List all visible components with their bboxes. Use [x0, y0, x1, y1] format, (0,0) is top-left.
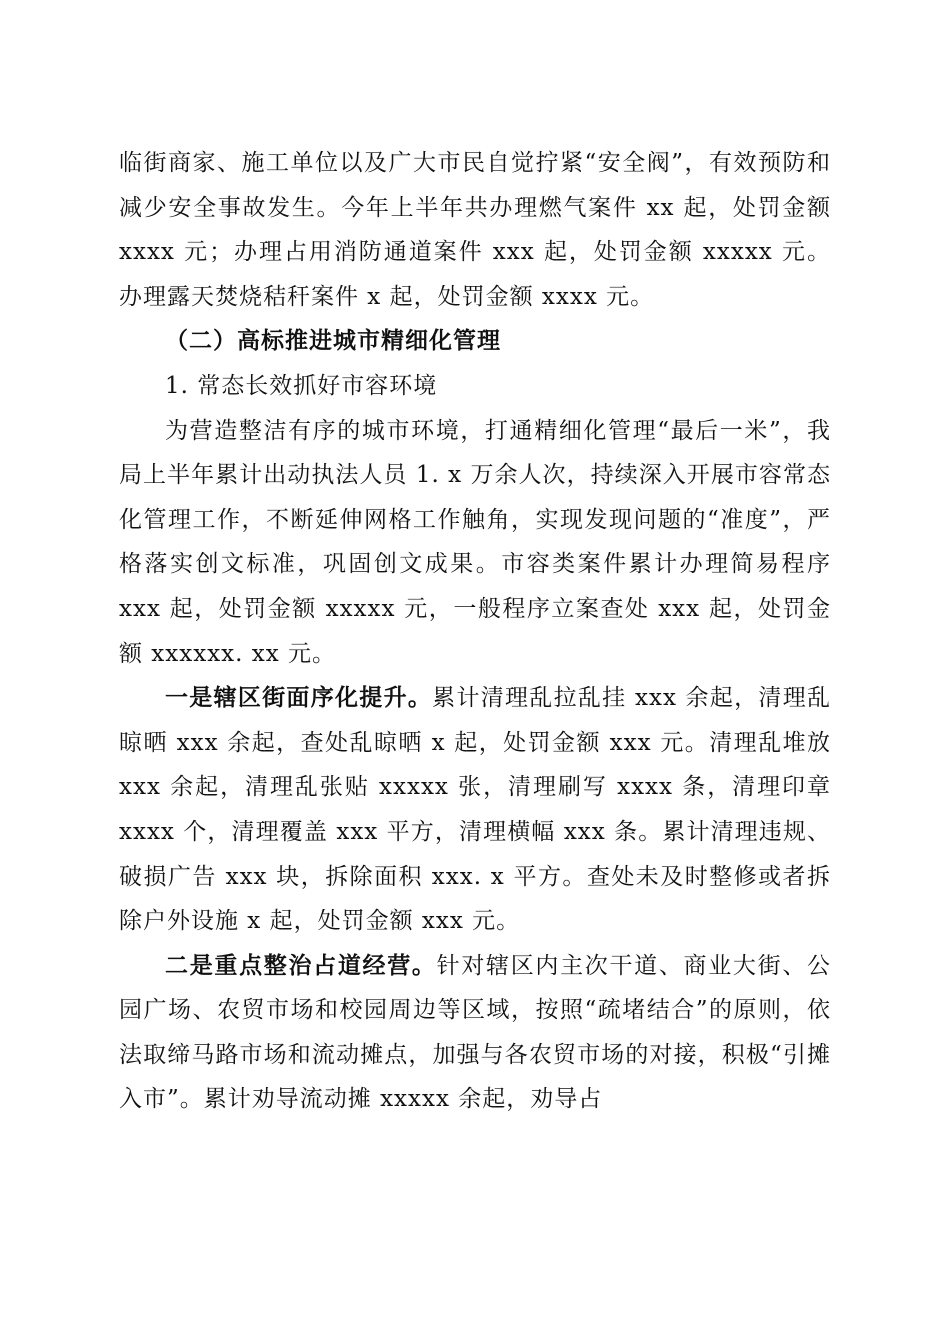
- document-body: [119, 141, 831, 1122]
- paragraph-body-street-order: 累计清理乱拉乱挂 xxx 余起，清理乱晾晒 xxx 余起，查处乱晾晒 x 起，处罚金额 xxx 元。清理乱堆放 xxx 余起，清理乱张贴 xxxxx 张，清理刷写 xxxx 条，清理印章 xxxx 个，清理覆盖 xxx 平方，清理横幅 xxx 条。累计清理违规、破损广告 xxx 块，拆除面积 xxx. x 平方。查处未及时整修或者拆除户外设施 x 起，处罚金额 xxx 元。: [119, 685, 831, 935]
- paragraph-body-road-occupation: 针对辖区内主次干道、商业大街、公园广场、农贸市场和校园周边等区域，按照“疏堵结合”的原则，依法取缔马路市场和流动摊点，加强与各农贸市场的对接，积极“引摊入市”。累计劝导流动摊 xxxxx 余起，劝导占: [119, 952, 832, 1113]
- paragraph-city-environment: 为营造整洁有序的城市环境，打通精细化管理“最后一米”，我局上半年累计出动执法人员 1. x 万余人次，持续深入开展市容常态化管理工作，不断延伸网格工作触角，实现发现问题的“准度”，严格落实创文标准，巩固创文成果。市容类案件累计办理简易程序 xxx 起，处罚金额 xxxxx 元，一般程序立案查处 xxx 起，处罚金额 xxxxxx. xx 元。: [119, 417, 831, 667]
- paragraph-road-occupation: [119, 944, 831, 1122]
- paragraph-street-order: [119, 676, 831, 944]
- subsection-heading-city-appearance: 1. 常态长效抓好市容环境: [165, 372, 438, 399]
- section-heading-urban-management: （二）高标推进城市精细化管理: [165, 327, 501, 355]
- paragraph-safety-cases: 临街商家、施工单位以及广大市民自觉拧紧“安全阀”，有效预防和减少安全事故发生。今年上半年共办理燃气案件 xx 起，处罚金额 xxxx 元；办理占用消防通道案件 xxx 起，处罚金额 xxxxx 元。办理露天焚烧秸秆案件 x 起，处罚金额 xxxx 元。: [119, 150, 831, 310]
- paragraph-lead-street-order: 一是辖区街面序化提升。: [165, 684, 433, 712]
- paragraph-lead-road-occupation: 二是重点整治占道经营。: [165, 951, 437, 979]
